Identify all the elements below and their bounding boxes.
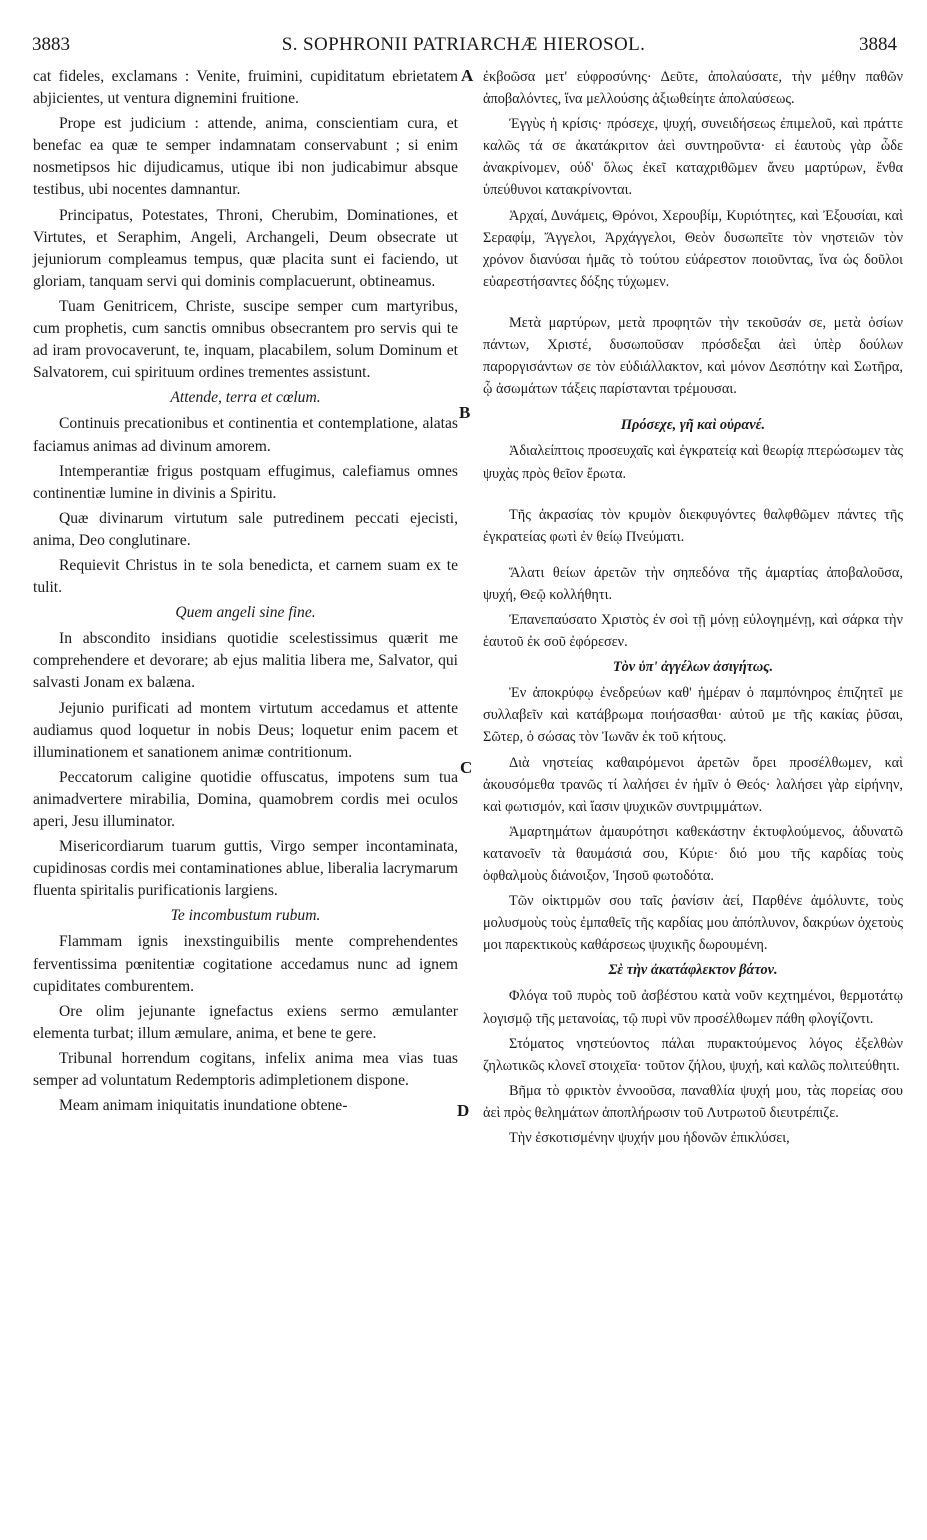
- page-number-left: 3883: [32, 34, 70, 55]
- latin-section-heading: Attende, terra et cœlum.: [170, 389, 321, 407]
- greek-paragraph: Ἐγγὺς ἡ κρίσις· πρόσεχε, ψυχή, συνειδήσεως ἐπιμελοῦ, καὶ πράττε καλῶς τά σε ἀκατάκριτον ἀεὶ συντηροῦντα· εἰ ἑαυτοὺς γὰρ ὧδε ἀνακρίνομεν, οὐδ' ὅλως ἐκεῖ καταχριθῶμεν ἄνευ μαρτύρων, ἔνθα ὑπεύθυνοι κατακρίνονται.: [483, 116, 903, 199]
- greek-paragraph: ἐκβοῶσα μετ' εὐφροσύνης· Δεῦτε, ἀπολαύσατε, τὴν μέθην παθῶν ἀποβαλόντες, ἵνα μελλούσης ἀξιωθείητε ἀπολαύσεως.: [483, 69, 903, 108]
- section-marker-b: B: [459, 403, 471, 422]
- latin-paragraph: Requievit Christus in te sola benedicta, et carnem suam ex te tulit.: [33, 556, 458, 597]
- greek-paragraph: Τὴν ἐσκοτισμένην ψυχήν μου ἡδονῶν ἐπικλύσει,: [509, 1130, 790, 1147]
- latin-paragraph: Quæ divinarum virtutum sale putredinem peccati ejecisti, anima, Deo conglutinare.: [33, 509, 458, 549]
- latin-paragraph: Principatus, Potestates, Throni, Cherubim, Dominationes, et Virtutes, et Seraphim, Angeli, Archangeli, Deum obsecrate ut jejuniorum compleamus tempus, quæ placita sunt ei faciendo, ut gloriam, tanquam servi qui dominis complacuerunt, obtineamus.: [33, 206, 458, 290]
- greek-paragraph: Φλόγα τοῦ πυρὸς τοῦ ἀσβέστου κατὰ νοῦν κεχτημένοι, θερμοτάτῳ λογισμῷ τῆς μετανοίας, τῷ πυρὶ νῦν προσέλθωμεν πάθη φλογίζοντι.: [483, 988, 903, 1027]
- greek-paragraph: Μετὰ μαρτύρων, μετὰ προφητῶν τὴν τεκοῦσάν σε, μετὰ ὁσίων πάντων, Χριστέ, δυσωποῦσαν πρόσδεξαι ἀεὶ ὑπὲρ δούλων παροργισάντων σε τὸν εὐδιάλλακτον, καὶ μόνον Δεσπότην καὶ Σωτῆρα, ᾧ ἀσωμάτων τάξεις παρίστανται τρέμουσαι.: [483, 314, 903, 398]
- greek-paragraph: Τῆς ἀκρασίας τὸν κρυμὸν διεκφυγόντες θαλφθῶμεν πάντες τῆς ἐγκρατείας φωτὶ ἐν θείῳ Πνεύματι.: [483, 506, 903, 545]
- latin-paragraph: Continuis precationibus et continentia et contemplatione, alatas faciamus animas ad divinum amorem.: [33, 415, 458, 455]
- greek-paragraph: Ἐπανεπαύσατο Χριστὸς ἐν σοὶ τῇ μόνῃ εὐλογημένῃ, καὶ σάρκα τὴν ἑαυτοῦ ἐκ σοῦ ἐφόρεσεν.: [483, 611, 903, 651]
- section-marker-c: C: [460, 758, 473, 777]
- page-number-right: 3884: [859, 34, 897, 55]
- latin-paragraph: In abscondito insidians quotidie scelestissimus quærit me comprehendere et devorare; ab ejus malitia libera me, Salvator, qui salvasti Jonam ex balæna.: [33, 630, 458, 692]
- latin-paragraph: Prope est judicium : attende, anima, conscientiam cura, et benefac ea quæ te semper indamnatam conservabunt ; si enim nosmetipsos hic dijudicamus, utique ibi non judicabimur absque testibus, ubi nocentes damnantur.: [33, 115, 458, 199]
- latin-paragraph: Ore olim jejunante ignefactus exiens sermo æmulanter elementa turbat; illum æmulare, anima, et bene te gere.: [33, 1002, 458, 1042]
- greek-paragraph: Βῆμα τὸ φρικτὸν ἐννοοῦσα, παναθλία ψυχή μου, τὰς πορείας σου ἀεὶ πρὸς θελημάτων ἀποπλήρωσιν τοῦ Λυτρωτοῦ διευτρέπιζε.: [483, 1082, 903, 1121]
- greek-section-heading: Πρόσεχε, γῆ καὶ οὐρανέ.: [620, 417, 766, 434]
- latin-paragraph: Jejunio purificati ad montem virtutum accedamus et attente audiamus quod loquetur in nobis Deus; loquetur enim pacem et illuminationem et sanationem animæ contritionum.: [33, 699, 458, 761]
- greek-paragraph: Ἅλατι θείων ἀρετῶν τὴν σηπεδόνα τῆς ἁμαρτίας ἀποβαλοῦσα, ψυχή, Θεῷ κολλήθητι.: [483, 564, 903, 603]
- latin-paragraph: Tuam Genitricem, Christe, suscipe semper cum martyribus, cum prophetis, cum sanctis omnibus obsecrantem pro servis qui te ad iram provocaverunt, te, inquam, placabilem, solum Dominum et Salvatorem, cui spirituum ordines trementes assistunt.: [33, 297, 458, 382]
- latin-paragraph: Meam animam iniquitatis inundatione obtene-: [59, 1097, 348, 1115]
- running-title: S. SOPHRONII PATRIARCHÆ HIEROSOL.: [281, 34, 646, 55]
- greek-paragraph: Ἐν ἀποκρύφῳ ἐνεδρεύων καθ' ἡμέραν ὁ παμπόνηρος ἐπιζητεῖ με συλλαβεῖν καὶ κατάβρωμα ποιήσασθαι· αὐτοῦ με τῆς κακίας ῥῦσαι, Σῶτερ, ὁ σώσας τὸν Ἰωνᾶν ἐκ τοῦ κήτους.: [483, 685, 903, 746]
- latin-section-heading: Te incombustum rubum.: [170, 907, 321, 925]
- greek-section-heading: Σὲ τὴν ἀκατάφλεκτον βάτον.: [608, 962, 778, 979]
- latin-paragraph: cat fideles, exclamans : Venite, fruimini, cupiditatum ebrietatem abjicientes, ut ventura dignemini fruitione.: [33, 68, 458, 108]
- greek-paragraph: Ἁμαρτημάτων ἀμαυρότησι καθεκάστην ἐκτυφλούμενος, ἀδυνατῶ κατανοεῖν τὰ θαυμάσιά σου, Κύριε· διό μου τῆς καρδίας τοὺς ὀφθαλμοὺς διάνοιξον, Ἰησοῦ φωτοδότα.: [483, 823, 903, 884]
- latin-section-heading: Quem angeli sine fine.: [175, 604, 316, 622]
- latin-paragraph: Flammam ignis inexstinguibilis mente comprehendentes ferventissima pœnitentiæ cogitatione accedamus nunc ad ignem cupiditates comburentem.: [33, 933, 458, 995]
- section-marker-d: D: [457, 1101, 470, 1120]
- page-header: [0, 34, 927, 60]
- greek-column: [483, 66, 903, 1152]
- latin-paragraph: Intemperantiæ frigus postquam effugimus, calefiamus omnes continentiæ lumine in divinis a Spiritu.: [33, 462, 458, 502]
- latin-paragraph: Misericordiarum tuarum guttis, Virgo semper incontaminata, cupidinosas cordis mei contaminationes ablue, liberalia lacrymarum fluenta spiritalis purificationis largiens.: [33, 838, 458, 900]
- greek-paragraph: Διὰ νηστείας καθαιρόμενοι ἀρετῶν ὄρει προσέλθωμεν, καὶ ἀκουσόμεθα τρανῶς τί λαλήσει ἐν ἡμῖν ὁ Θεός· λαλήσει γὰρ εἰρήνην, καὶ φωτισμόν, καὶ ἴασιν ψυχικῶν συντριμμάτων.: [483, 754, 903, 815]
- latin-paragraph: Peccatorum caligine quotidie offuscatus, impotens sum tua animadvertere mirabilia, Domina, quamobrem cordis mei oculos aperi, Jesu illuminator.: [33, 768, 458, 830]
- section-marker-a: A: [461, 66, 474, 85]
- latin-column: [33, 66, 458, 1120]
- latin-paragraph: Tribunal horrendum cogitans, infelix anima mea vias tuas semper ad voluntatum Redemptoris adimpletionem dispone.: [33, 1049, 458, 1090]
- greek-paragraph: Ἀρχαί, Δυνάμεις, Θρόνοι, Χερουβίμ, Κυριότητες, καὶ Ἐξουσίαι, καὶ Σεραφίμ, Ἄγγελοι, Ἀρχάγγελοι, Θεὸν δυσωπεῖτε τὸν νηστειῶν τὸν χρόνον διανύσαι ἡμᾶς τὸ τούτου εὐάρεστον ποιοῦντας, ἵνα ὡς δοῦλοι εὐαρεστήσαντες δόξης τύχωμεν.: [483, 207, 903, 290]
- greek-paragraph: Ἀδιαλείπτοις προσευχαῖς καὶ ἐγκρατείᾳ καὶ θεωρίᾳ πτερώσωμεν τὰς ψυχὰς πρὸς θεῖον ἔρωτα.: [483, 443, 903, 482]
- greek-paragraph: Στόματος νηστεύοντος πάλαι πυρακτούμενος λόγος ἐξελθὼν ζηλωτικῶς κλονεῖ στοιχεῖα· τοῦτον ζήλου, ψυχή, καὶ καλῶς πολιτεύθητι.: [483, 1035, 903, 1074]
- greek-section-heading: Τὸν ὑπ' ἀγγέλων ἀσιγήτως.: [612, 659, 774, 676]
- greek-paragraph: Τῶν οἰκτιρμῶν σου ταῖς ῥανίσιν ἀεί, Παρθένε ἀμόλυντε, τοὺς μολυσμοὺς τοὺς ἐμπαθεῖς τῆς καρδίας μου ἀπόπλυνον, δακρύων ὀχετοὺς μοι παρεκτικοὺς καθάρσεως ψυχικῆς δωρουμένη.: [483, 893, 903, 954]
